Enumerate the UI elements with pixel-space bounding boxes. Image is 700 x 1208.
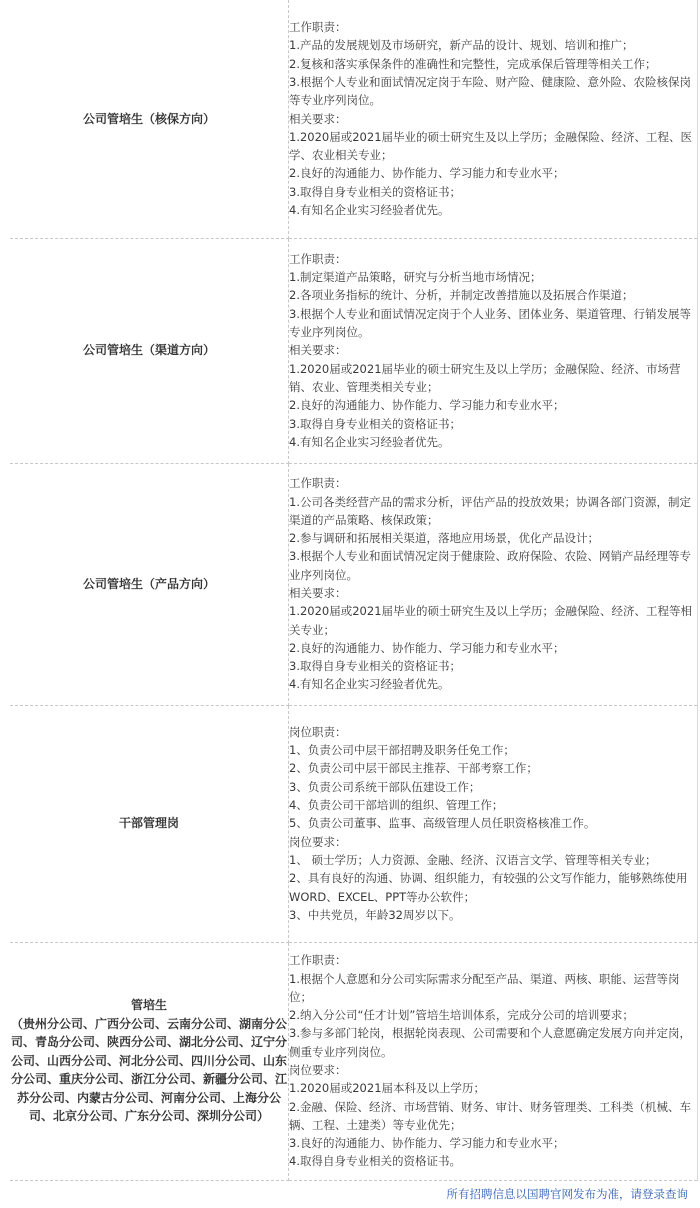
desc-line: 4.有知名企业实习经验者优先。 xyxy=(289,677,450,692)
position-title xyxy=(10,705,289,942)
desc-line: 4.取得自身专业相关的资格证书。 xyxy=(289,1154,461,1169)
desc-line: 3.根据个人专业和面试情况定岗于健康险、政府保险、农险、网销产品经理等专业序列岗位。 xyxy=(289,549,691,582)
desc-line: 1.制定渠道产品策略，研究与分析当地市场情况； xyxy=(289,270,542,285)
desc-line: 2、负责公司中层干部民主推荐、干部考察工作； xyxy=(289,761,538,776)
table-row xyxy=(10,463,698,705)
position-title xyxy=(10,238,289,463)
desc-line: 3.良好的沟通能力、协作能力、学习能力和专业水平； xyxy=(289,1136,565,1151)
desc-line: 岗位职责： xyxy=(289,724,347,739)
desc-line: 1.2020届或2021届毕业的硕士研究生及以上学历；金融保险、经济、市场营销、农业、管理类相关专业； xyxy=(289,361,681,394)
position-title-text: 公司管培生（核保方向） xyxy=(82,111,215,126)
desc-line: 2.复核和落实承保条件的准确性和完整性，完成承保后管理等相关工作； xyxy=(289,56,657,71)
desc-line: 工作职责： xyxy=(289,251,347,266)
desc-line: 4.有知名企业实习经验者优先。 xyxy=(289,434,450,449)
desc-line: 2、具有良好的沟通、协调、组织能力，有较强的公文写作能力，能够熟练使用WORD、EXCEL、PPT等办公软件； xyxy=(289,871,688,904)
desc-line: 3、负责公司系统干部队伍建设工作； xyxy=(289,779,481,794)
desc-line: 3、中共党员，年龄32周岁以下。 xyxy=(289,907,461,922)
table-row xyxy=(10,942,698,1180)
desc-line: 1.根据个人意愿和分公司实际需求分配至产品、渠道、两核、职能、运营等岗位； xyxy=(289,971,680,1004)
desc-line: 工作职责： xyxy=(289,476,347,491)
position-title-text: 干部管理岗 xyxy=(118,816,179,831)
position-description xyxy=(289,705,698,942)
desc-line: 4.有知名企业实习经验者优先。 xyxy=(289,203,450,218)
desc-line: 5、负责公司董事、监事、高级管理人员任职资格核准工作。 xyxy=(289,816,596,831)
position-title-text: 公司管培生（渠道方向） xyxy=(82,343,215,358)
desc-line: 3.根据个人专业和面试情况定岗于个人业务、团体业务、渠道管理、行销发展等专业序列岗位。 xyxy=(289,306,691,340)
desc-line: 2.各项业务指标的统计、分析，并制定改善措施以及拓展合作渠道； xyxy=(289,288,634,303)
desc-line: 2.良好的沟通能力、协作能力、学习能力和专业水平； xyxy=(289,640,565,655)
desc-line: 工作职责： xyxy=(289,20,347,35)
position-description xyxy=(289,238,698,463)
desc-line: 1、负责公司中层干部招聘及职务任免工作； xyxy=(289,743,515,758)
branch-list-text: （贵州分公司、广西分公司、云南分公司、湖南分公司、青岛分公司、陕西分公司、湖北分公司、辽宁分公司、山西分公司、河北分公司、四川分公司、山东分公司、重庆分公司、浙江分公司、新疆分公司、江苏分公司、内蒙古分公司、河南分公司、上海分公司、北京分公司、广东分公司、深圳分公司） xyxy=(10,1016,287,1124)
desc-line: 相关要求： xyxy=(289,586,347,600)
desc-line: 岗位要求： xyxy=(289,1063,347,1077)
desc-line: 2.良好的沟通能力、协作能力、学习能力和专业水平； xyxy=(289,166,565,181)
desc-line: 1.公司各类经营产品的需求分析，评估产品的投放效果；协调各部门资源，制定渠道的产品策略、核保政策； xyxy=(289,494,691,527)
desc-line: 3.参与多部门轮岗，根据轮岗表现、公司需要和个人意愿确定发展方向并定岗，侧重专业序列岗位。 xyxy=(289,1026,691,1059)
desc-line: 相关要求： xyxy=(289,343,347,358)
desc-line: 3.取得自身专业相关的资格证书； xyxy=(289,184,461,199)
desc-line: 3.取得自身专业相关的资格证书； xyxy=(289,416,461,431)
position-title-text: 管培生 xyxy=(130,998,167,1013)
footer-notice-link[interactable]: 所有招聘信息以国聘官网发布为准，请登录查询 xyxy=(446,1187,688,1201)
desc-line: 1.2020届或2021届本科及以上学历； xyxy=(289,1081,486,1096)
desc-line: 工作职责： xyxy=(289,953,347,968)
desc-line: 2.参与调研和拓展相关渠道，落地应用场景，优化产品设计； xyxy=(289,531,599,546)
desc-line: 1.产品的发展规划及市场研究，新产品的设计、规划、培训和推广； xyxy=(289,38,634,53)
desc-line: 1、 硕士学历；人力资源、金融、经济、汉语言文学、管理等相关专业； xyxy=(289,852,657,867)
desc-line: 3.取得自身专业相关的资格证书； xyxy=(289,659,461,674)
position-description xyxy=(289,463,698,705)
position-title xyxy=(10,0,289,238)
position-description xyxy=(289,0,698,238)
position-title xyxy=(10,942,289,1180)
desc-line: 4、负责公司干部培训的组织、管理工作； xyxy=(289,798,504,813)
position-title xyxy=(10,463,289,705)
desc-line: 3.根据个人专业和面试情况定岗于车险、财产险、健康险、意外险、农险核保岗等专业序列岗位。 xyxy=(289,75,691,108)
table-row xyxy=(10,0,698,238)
desc-line: 1.2020届或2021届毕业的硕士研究生及以上学历；金融保险、经济、工程等相关专业； xyxy=(289,604,693,637)
table-row xyxy=(10,705,698,942)
table-row xyxy=(10,238,698,463)
desc-line: 2.金融、保险、经济、市场营销、财务、审计、财务管理类、工科类（机械、车辆、工程、土建类）等专业优先； xyxy=(289,1099,691,1132)
position-description xyxy=(289,942,698,1180)
desc-line: 1.2020届或2021届毕业的硕士研究生及以上学历；金融保险、经济、工程、医学、农业相关专业； xyxy=(289,129,693,163)
position-title-text: 公司管培生（产品方向） xyxy=(82,576,215,591)
job-table xyxy=(10,0,698,1181)
desc-line: 2.良好的沟通能力、协作能力、学习能力和专业水平； xyxy=(289,398,565,413)
desc-line: 岗位要求： xyxy=(289,834,347,849)
desc-line: 相关要求： xyxy=(289,111,347,126)
desc-line: 2.纳入分公司“任才计划”管培生培训体系，完成分公司的培训要求； xyxy=(289,1008,634,1023)
